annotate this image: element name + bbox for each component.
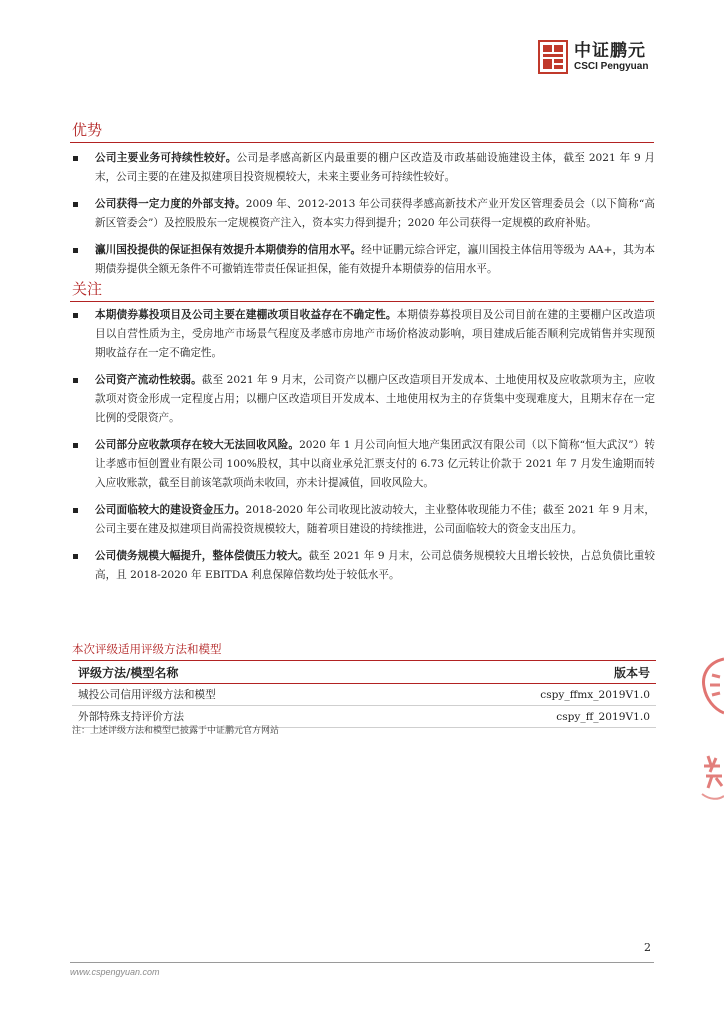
pengyuan-logo-icon <box>538 40 568 74</box>
methods-table <box>72 660 656 728</box>
concern-text: 本期债券募投项目及公司目前在建的主要棚户区改造项目以自营性质为主，受房地产市场景气程度及孝感市房地产市场价格波动影响，项目建成后能否顺利完成销售并实现预期收益存在一定不确定性。 <box>95 309 656 359</box>
footer-website: www.cspengyuan.com <box>70 967 160 977</box>
concerns-rule <box>70 301 654 302</box>
footer-rule <box>70 962 654 963</box>
concern-item <box>73 501 655 539</box>
bullet-icon <box>73 443 78 448</box>
method-version-cell: cspy_ffmx_2019V1.0 <box>394 684 656 706</box>
methods-note: 注：上述评级方法和模型已披露于中证鹏元官方网站 <box>72 726 280 736</box>
col-version: 版本号 <box>394 661 656 684</box>
concern-text: 截至 2021 年 9 月末，公司总债务规模较大且增长较快，占总负债比重较高，且 2018-2020 年 EBITDA 利息保障倍数均处于较低水平。 <box>95 550 656 581</box>
bullet-icon <box>73 248 78 253</box>
advantage-text: 2009 年、2012-2013 年公司获得孝感高新技术产业开发区管理委员会（以下简称“高新区管委会”）及控股股东一定规模资产注入，资本实力得到提升；2020 年公司获得一定规模的政府补贴。 <box>95 198 656 229</box>
table-row <box>72 684 656 706</box>
bullet-icon <box>73 156 78 161</box>
concern-heading: 公司债务规模大幅提升，整体偿债压力较大。 <box>95 550 309 562</box>
concern-heading: 公司面临较大的建设资金压力。 <box>95 504 246 516</box>
concern-heading: 本期债券募投项目及公司主要在建棚改项目收益存在不确定性。 <box>95 309 397 321</box>
advantage-text: 经中证鹏元综合评定，瀛川国投主体信用等级为 AA+，其为本期债券提供全额无条件不可撤销连带责任保证担保，能有效提升本期债券的信用水平。 <box>95 244 655 275</box>
col-method-name: 评级方法/模型名称 <box>72 661 394 684</box>
bullet-icon <box>73 508 78 513</box>
advantage-heading: 瀛川国投提供的保证担保有效提升本期债券的信用水平。 <box>95 244 362 256</box>
advantage-item <box>73 149 655 187</box>
concerns-title: 关注 <box>72 280 103 298</box>
method-name-cell: 外部特殊支持评价方法 <box>72 706 394 728</box>
concern-item <box>73 436 655 493</box>
bullet-icon <box>73 313 78 318</box>
seal-stamp-icon <box>698 655 724 717</box>
advantages-title: 优势 <box>72 121 103 139</box>
concern-item <box>73 371 655 428</box>
concerns-list <box>73 306 655 593</box>
company-logo <box>538 40 648 74</box>
advantage-heading: 公司获得一定力度的外部支持。 <box>95 198 246 210</box>
methods-title: 本次评级适用评级方法和模型 <box>72 642 222 656</box>
concern-text: 2020 年 1 月公司向恒大地产集团武汉有限公司（以下简称“恒大武汉”）转让孝感市恒创置业有限公司 100%股权，其中以商业承兑汇票支付的 6.73 亿元转让价款于 2021 年 7 月发生逾期而转入应收账款，截至目前该笔款项尚未收回，亦未计提减值，回收风险大。 <box>95 439 655 489</box>
table-header-row <box>72 661 656 684</box>
advantage-item <box>73 195 655 233</box>
bullet-icon <box>73 378 78 383</box>
concern-heading: 公司部分应收款项存在较大无法回收风险。 <box>95 439 300 451</box>
advantage-text: 公司是孝感高新区内最重要的棚户区改造及市政基础设施建设主体，截至 2021 年 9 月末，公司主要的在建及拟建项目投资规模较大，未来主要业务可持续性较好。 <box>95 152 656 183</box>
advantage-item <box>73 241 655 279</box>
logo-english-name: CSCI Pengyuan <box>574 61 649 72</box>
advantages-rule <box>70 142 654 143</box>
seal-stamp-icon <box>698 752 724 802</box>
concern-item <box>73 306 655 363</box>
method-version-cell: cspy_ff_2019V1.0 <box>394 706 656 728</box>
bullet-icon <box>73 202 78 207</box>
bullet-icon <box>73 554 78 559</box>
method-name-cell: 城投公司信用评级方法和模型 <box>72 684 394 706</box>
page-number: 2 <box>644 941 651 954</box>
concern-item <box>73 547 655 585</box>
concern-heading: 公司资产流动性较弱。 <box>95 374 202 386</box>
concern-text: 截至 2021 年 9 月末，公司资产以棚户区改造项目开发成本、土地使用权及应收款项为主，应收款项对资金形成一定程度占用；以棚户区改造项目开发成本、土地使用权为主的存货集中变现难度大，且期末存在一定比例的受限资产。 <box>95 374 656 424</box>
advantage-heading: 公司主要业务可持续性较好。 <box>95 152 237 164</box>
advantages-list <box>73 149 655 287</box>
concern-text: 2018-2020 年公司收现比波动较大，主业整体收现能力不佳；截至 2021 年 9 月末，公司主要在建及拟建项目尚需投资规模较大，随着项目建设的持续推进，公司面临较大的资金支出压力。 <box>95 504 655 535</box>
logo-chinese-name: 中证鹏元 <box>574 41 646 61</box>
